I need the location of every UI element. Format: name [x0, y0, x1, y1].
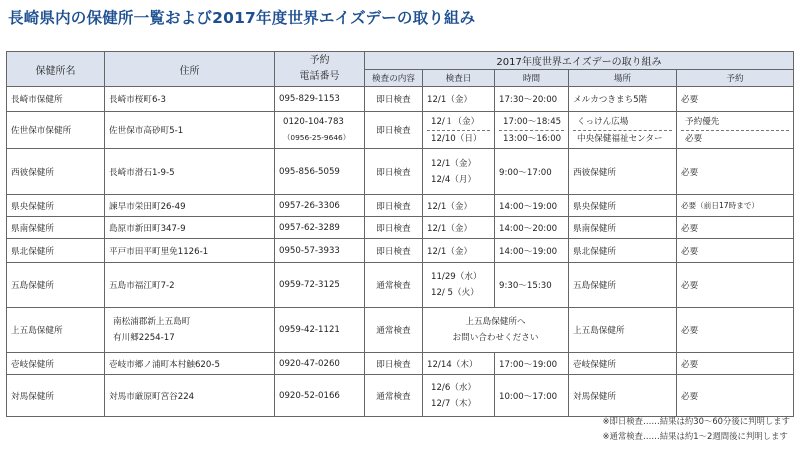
- cell-test-type: 即日検査: [365, 112, 423, 149]
- header-test-type: 検査の内容: [365, 70, 423, 87]
- cell-name: 五島保健所: [7, 263, 105, 308]
- note-line: 上五島保健所へ: [465, 317, 526, 327]
- cell-location: 対馬保健所: [569, 375, 677, 417]
- cell-address: 佐世保市高砂町5-1: [105, 112, 275, 149]
- cell-address: 長崎市桜町6-3: [105, 87, 275, 112]
- cell-reservation: 必要: [677, 149, 794, 195]
- cell-name: 上五島保健所: [7, 308, 105, 353]
- cell-location: メルカつきまち5階: [569, 87, 677, 112]
- cell-location: 五島保健所: [569, 263, 677, 308]
- footnotes: [603, 414, 790, 444]
- cell-time: 9:00～17:00: [495, 149, 569, 195]
- location-line: くっけん広場: [577, 116, 629, 127]
- date-line: 12/6（水）: [431, 382, 477, 393]
- cell-name: 壱岐保健所: [7, 353, 105, 375]
- header-location: 場所: [569, 70, 677, 87]
- phone-line: 0120-104-783: [283, 117, 344, 127]
- cell-test-type: 即日検査: [365, 87, 423, 112]
- cell-time: 14:00～19:00: [495, 239, 569, 263]
- cell-test-type: 即日検査: [365, 239, 423, 263]
- reservation-line: 必要: [681, 130, 789, 147]
- cell-address: 島原市新田町347-9: [105, 217, 275, 239]
- cell-phone: 0957-26-3306: [275, 195, 365, 217]
- cell-location: 県央保健所: [569, 195, 677, 217]
- cell-reservation: 必要: [677, 217, 794, 239]
- table-row: [7, 87, 794, 112]
- cell-inquiry-note: [423, 308, 569, 353]
- header-test-date: 検査日: [423, 70, 495, 87]
- header-phone-line2: 電話番号: [299, 71, 340, 82]
- cell-test-type: 通常検査: [365, 308, 423, 353]
- header-name: 保健所名: [7, 52, 105, 87]
- page-title: 長崎県内の保健所一覧および2017年度世界エイズデーの取り組み: [8, 9, 476, 27]
- location-line: 中央保健福祉センター: [573, 130, 672, 147]
- cell-test-type: 通常検査: [365, 263, 423, 308]
- cell-time: 9:30～15:30: [495, 263, 569, 308]
- cell-phone: 0920-47-0260: [275, 353, 365, 375]
- cell-test-date: [423, 263, 495, 308]
- table-row: [7, 308, 794, 353]
- date-line: 11/29（水）: [431, 272, 482, 282]
- cell-phone: 0950-57-3933: [275, 239, 365, 263]
- cell-phone: 095-829-1153: [275, 87, 365, 112]
- cell-test-date: 12/1（金）: [423, 195, 495, 217]
- cell-address: 五島市福江町7-2: [105, 263, 275, 308]
- cell-location: [569, 112, 677, 149]
- header-reservation: 予約: [677, 70, 794, 87]
- cell-address: [105, 308, 275, 353]
- cell-reservation: 必要: [677, 308, 794, 353]
- cell-time: 10:00～17:00: [495, 375, 569, 417]
- cell-phone: 0959-42-1121: [275, 308, 365, 353]
- cell-test-date: [423, 112, 495, 149]
- cell-time: 17:30～20:00: [495, 87, 569, 112]
- cell-name: 県央保健所: [7, 195, 105, 217]
- cell-reservation: 必要: [677, 263, 794, 308]
- cell-location: 上五島保健所: [569, 308, 677, 353]
- footnote-same-day: ※即日検査……結果は約30～60分後に判明します: [602, 416, 790, 426]
- cell-name: 県南保健所: [7, 217, 105, 239]
- cell-address: 長崎市滑石1-9-5: [105, 149, 275, 195]
- cell-phone: 0920-52-0166: [275, 375, 365, 417]
- cell-reservation: 必要: [677, 375, 794, 417]
- cell-location: 西彼保健所: [569, 149, 677, 195]
- cell-reservation: 必要（前日17時まで）: [677, 195, 794, 217]
- date-line: 12/ 5（火）: [431, 288, 479, 298]
- address-line: 有川郷2254-17: [113, 333, 175, 343]
- table-row: [7, 112, 794, 149]
- cell-name: 長崎市保健所: [7, 87, 105, 112]
- date-line: 12/1（金）: [431, 158, 477, 169]
- date-line: 12/7（木）: [431, 398, 477, 409]
- cell-address: 諫早市栄田町26-49: [105, 195, 275, 217]
- cell-phone: 095-856-5059: [275, 149, 365, 195]
- cell-test-type: 即日検査: [365, 217, 423, 239]
- cell-name: 県北保健所: [7, 239, 105, 263]
- cell-reservation: [677, 112, 794, 149]
- address-line: 南松浦郡新上五島町: [113, 317, 191, 327]
- date-line: 12/4（月）: [431, 174, 477, 185]
- table-row: [7, 217, 794, 239]
- date-line: 12/10（日）: [427, 130, 490, 147]
- cell-address: 対馬市厳原町宮谷224: [105, 375, 275, 417]
- cell-reservation: 必要: [677, 353, 794, 375]
- health-center-table: [6, 51, 794, 417]
- header-phone-line1: 予約: [309, 55, 330, 66]
- time-line: 17:00～18:45: [503, 116, 562, 127]
- cell-test-date: 12/14（木）: [423, 353, 495, 375]
- cell-name: 西彼保健所: [7, 149, 105, 195]
- reservation-line: 予約優先: [685, 116, 720, 127]
- header-address: 住所: [105, 52, 275, 87]
- cell-address: 壱岐市郷ノ浦町本村触620-5: [105, 353, 275, 375]
- header-phone: [275, 52, 365, 87]
- table-row: [7, 375, 794, 417]
- cell-reservation: 必要: [677, 87, 794, 112]
- cell-test-type: 即日検査: [365, 195, 423, 217]
- cell-location: 県北保健所: [569, 239, 677, 263]
- cell-location: 県南保健所: [569, 217, 677, 239]
- cell-test-type: 通常検査: [365, 375, 423, 417]
- table-row: [7, 149, 794, 195]
- cell-test-type: 即日検査: [365, 149, 423, 195]
- table-row: [7, 239, 794, 263]
- date-line: 12/１（金）: [431, 116, 480, 127]
- note-line: お問い合わせください: [452, 333, 539, 343]
- cell-name: 対馬保健所: [7, 375, 105, 417]
- time-line: 13:00～16:00: [499, 130, 564, 147]
- table-row: [7, 195, 794, 217]
- table-row: [7, 353, 794, 375]
- cell-test-date: [423, 375, 495, 417]
- cell-name: 佐世保市保健所: [7, 112, 105, 149]
- phone-line: （0956-25-9646）: [283, 133, 351, 142]
- cell-test-date: [423, 149, 495, 195]
- cell-phone: [275, 112, 365, 149]
- cell-phone: 0957-62-3289: [275, 217, 365, 239]
- table-row: [7, 263, 794, 308]
- cell-time: [495, 112, 569, 149]
- cell-address: 平戸市田平町里免1126-1: [105, 239, 275, 263]
- cell-location: 壱岐保健所: [569, 353, 677, 375]
- cell-test-date: 12/1（金）: [423, 239, 495, 263]
- cell-test-type: 即日検査: [365, 353, 423, 375]
- footnote-regular: ※通常検査……結果は約1～2週間後に判明します: [602, 431, 788, 441]
- cell-phone: 0959-72-3125: [275, 263, 365, 308]
- header-time: 時間: [495, 70, 569, 87]
- cell-time: 14:00～20:00: [495, 217, 569, 239]
- cell-time: 17:00～19:00: [495, 353, 569, 375]
- cell-test-date: 12/1（金）: [423, 87, 495, 112]
- cell-time: 14:00～19:00: [495, 195, 569, 217]
- header-event-group: 2017年度世界エイズデーの取り組み: [365, 52, 794, 70]
- cell-reservation: 必要: [677, 239, 794, 263]
- cell-test-date: 12/1（金）: [423, 217, 495, 239]
